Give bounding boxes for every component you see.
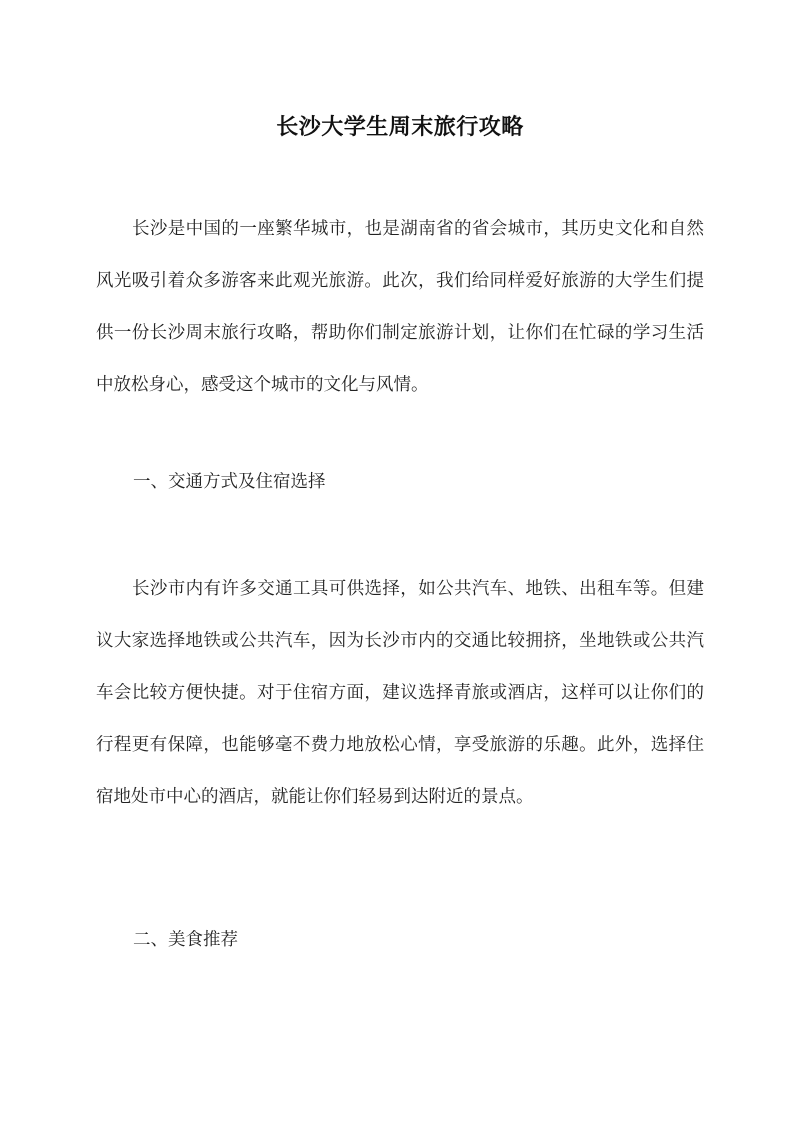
page-title: 长沙大学生周末旅行攻略: [276, 113, 524, 140]
intro-paragraph: 长沙是中国的一座繁华城市，也是湖南省的省会城市，其历史文化和自然风光吸引着众多游客来此观光旅游。此次，我们给同样爱好旅游的大学生们提供一份长沙周末旅行攻略，帮助你们制定旅游计划，让你们在忙碌的学习生活中放松身心，感受这个城市的文化与风情。: [96, 219, 704, 395]
section-body-transport: 长沙市内有许多交通工具可供选择，如公共汽车、地铁、出租车等。但建议大家选择地铁或公共汽车，因为长沙市内的交通比较拥挤，坐地铁或公共汽车会比较方便快捷。对于住宿方面，建议选择青旅或酒店，这样可以让你们的行程更有保障，也能够毫不费力地放松心情，享受旅游的乐趣。此外，选择住宿地处市中心的酒店，就能让你们轻易到达附近的景点。: [96, 579, 704, 807]
section-heading-transport: 一、交通方式及住宿选择: [133, 472, 326, 492]
section-heading-food: 二、美食推荐: [133, 930, 238, 950]
